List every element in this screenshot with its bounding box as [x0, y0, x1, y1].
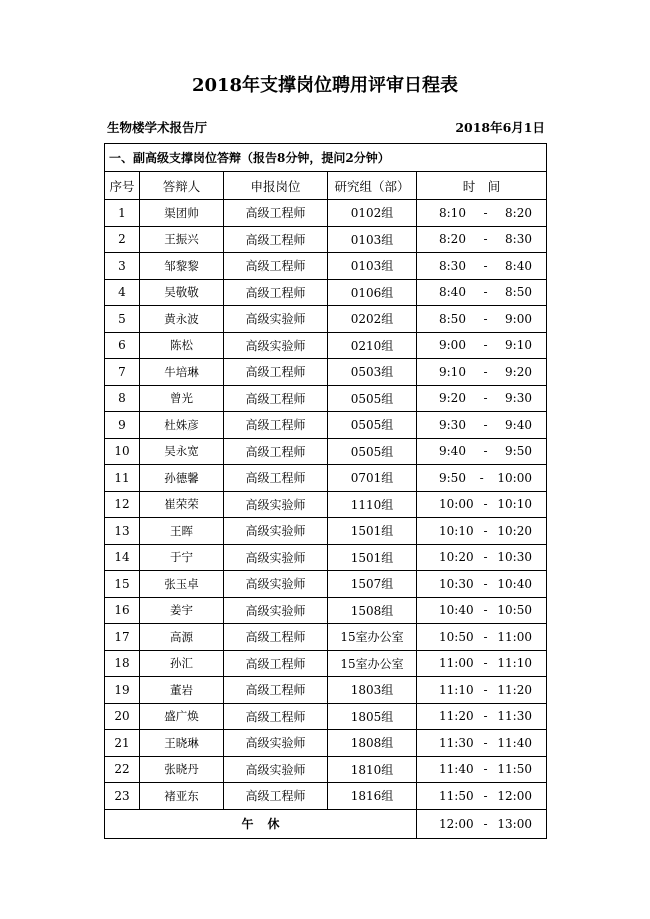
row-name: 孙汇: [140, 650, 224, 677]
row-post: 高级实验师: [224, 571, 328, 598]
row-time: [417, 597, 547, 624]
row-post: 高级实验师: [224, 597, 328, 624]
row-time: [417, 756, 547, 783]
time-dash: -: [483, 682, 488, 697]
table-row: [105, 279, 547, 306]
row-group: 0103组: [328, 226, 417, 253]
col-header-group: 研究组（部）: [328, 172, 417, 200]
lunch-time: [417, 809, 547, 838]
row-time: [417, 279, 547, 306]
row-time: [417, 677, 547, 704]
table-row: [105, 332, 547, 359]
row-name: 高源: [140, 624, 224, 651]
time-dash: -: [483, 629, 488, 644]
row-time: [417, 465, 547, 492]
time-dash: -: [483, 523, 488, 538]
row-post: 高级实验师: [224, 756, 328, 783]
time-start: 9:40: [439, 444, 466, 459]
row-post: 高级实验师: [224, 332, 328, 359]
row-time: [417, 253, 547, 280]
time-end: 8:40: [505, 258, 532, 273]
table-row: [105, 518, 547, 545]
row-group: 15室办公室: [328, 650, 417, 677]
time-dash: -: [483, 735, 488, 750]
time-end: 9:20: [505, 364, 532, 379]
row-post: 高级工程师: [224, 200, 328, 227]
row-name: 姜宇: [140, 597, 224, 624]
row-group: 0505组: [328, 438, 417, 465]
row-no: 4: [105, 279, 140, 306]
row-post: 高级工程师: [224, 465, 328, 492]
time-end: 10:40: [497, 576, 532, 591]
time-end: 10:00: [497, 470, 532, 485]
table-row: [105, 412, 547, 439]
row-group: 1803组: [328, 677, 417, 704]
lunch-label: 午休: [105, 809, 417, 838]
row-no: 21: [105, 730, 140, 757]
row-no: 9: [105, 412, 140, 439]
table-row: [105, 226, 547, 253]
row-group: 1508组: [328, 597, 417, 624]
row-no: 12: [105, 491, 140, 518]
time-start: 8:40: [439, 285, 466, 300]
row-group: 1810组: [328, 756, 417, 783]
time-end: 10:10: [497, 497, 532, 512]
time-end: 10:20: [497, 523, 532, 538]
row-time: [417, 385, 547, 412]
table-row: [105, 253, 547, 280]
row-group: 1805组: [328, 703, 417, 730]
time-start: 9:00: [439, 338, 466, 353]
row-post: 高级工程师: [224, 703, 328, 730]
row-no: 5: [105, 306, 140, 333]
row-post: 高级工程师: [224, 279, 328, 306]
time-start: 10:20: [439, 550, 474, 565]
time-dash: -: [483, 258, 488, 273]
row-group: 1501组: [328, 518, 417, 545]
row-time: [417, 624, 547, 651]
row-name: 王晓琳: [140, 730, 224, 757]
col-header-name: 答辩人: [140, 172, 224, 200]
time-end: 8:50: [505, 285, 532, 300]
time-start: 11:20: [439, 709, 474, 724]
time-start: 10:00: [439, 497, 474, 512]
row-no: 19: [105, 677, 140, 704]
row-name: 邹黎黎: [140, 253, 224, 280]
row-group: 15室办公室: [328, 624, 417, 651]
table-row: [105, 306, 547, 333]
time-start: 8:50: [439, 311, 466, 326]
date-label: 2018年6月1日: [455, 120, 545, 135]
row-name: 黄永波: [140, 306, 224, 333]
table-row: [105, 544, 547, 571]
table-row: [105, 385, 547, 412]
time-dash: -: [483, 762, 488, 777]
row-name: 张晓丹: [140, 756, 224, 783]
row-no: 20: [105, 703, 140, 730]
row-post: 高级实验师: [224, 730, 328, 757]
time-end: 9:00: [505, 311, 532, 326]
table-row: [105, 624, 547, 651]
table-row: [105, 597, 547, 624]
row-group: 0503组: [328, 359, 417, 386]
row-no: 1: [105, 200, 140, 227]
row-post: 高级实验师: [224, 306, 328, 333]
row-group: 0103组: [328, 253, 417, 280]
row-group: 0210组: [328, 332, 417, 359]
time-dash: -: [483, 285, 488, 300]
row-no: 11: [105, 465, 140, 492]
row-time: [417, 518, 547, 545]
time-start: 9:50: [439, 470, 466, 485]
col-header-time: 时 间: [417, 172, 547, 200]
table-row: [105, 677, 547, 704]
row-no: 17: [105, 624, 140, 651]
time-dash: -: [483, 550, 488, 565]
table-row: [105, 200, 547, 227]
row-name: 盛广焕: [140, 703, 224, 730]
row-time: [417, 783, 547, 810]
time-start: 8:20: [439, 232, 466, 247]
page-title: 2018年支撑岗位聘用评审日程表: [191, 75, 459, 96]
time-end: 11:40: [497, 735, 532, 750]
time-dash: -: [483, 391, 488, 406]
row-post: 高级工程师: [224, 783, 328, 810]
time-start: 11:30: [439, 735, 474, 750]
time-end: 12:00: [497, 788, 532, 803]
lunch-row: [105, 809, 547, 838]
row-name: 陈松: [140, 332, 224, 359]
time-end: 9:10: [505, 338, 532, 353]
table-row: [105, 491, 547, 518]
time-start: 9:10: [439, 364, 466, 379]
time-dash: -: [483, 311, 488, 326]
time-dash: -: [483, 338, 488, 353]
row-group: 0102组: [328, 200, 417, 227]
row-name: 王振兴: [140, 226, 224, 253]
row-post: 高级工程师: [224, 359, 328, 386]
time-dash: -: [479, 470, 484, 485]
row-post: 高级工程师: [224, 438, 328, 465]
table-row: [105, 438, 547, 465]
time-start: 10:50: [439, 629, 474, 644]
table-row: [105, 650, 547, 677]
time-dash: -: [483, 576, 488, 591]
time-dash: -: [483, 788, 488, 803]
row-no: 3: [105, 253, 140, 280]
time-end: 9:40: [505, 417, 532, 432]
time-dash: -: [483, 364, 488, 379]
time-start: 11:50: [439, 788, 474, 803]
row-no: 13: [105, 518, 140, 545]
time-start: 8:10: [439, 205, 466, 220]
time-dash: -: [483, 417, 488, 432]
venue-label: 生物楼学术报告厅: [107, 120, 208, 135]
row-post: 高级实验师: [224, 544, 328, 571]
row-post: 高级工程师: [224, 650, 328, 677]
row-time: [417, 571, 547, 598]
row-name: 张玉卓: [140, 571, 224, 598]
time-end: 13:00: [497, 816, 532, 831]
time-start: 10:40: [439, 603, 474, 618]
row-group: 0505组: [328, 385, 417, 412]
row-group: 1110组: [328, 491, 417, 518]
time-start: 11:00: [439, 656, 474, 671]
row-group: 1501组: [328, 544, 417, 571]
table-row: [105, 465, 547, 492]
time-end: 11:00: [497, 629, 532, 644]
time-dash: -: [483, 816, 488, 831]
row-time: [417, 650, 547, 677]
row-group: 0701组: [328, 465, 417, 492]
table-header-row: [105, 172, 547, 200]
row-group: 0106组: [328, 279, 417, 306]
time-dash: -: [483, 444, 488, 459]
time-end: 11:50: [497, 762, 532, 777]
time-start: 9:20: [439, 391, 466, 406]
row-no: 7: [105, 359, 140, 386]
table-row: [105, 703, 547, 730]
time-end: 8:20: [505, 205, 532, 220]
time-start: 12:00: [439, 816, 474, 831]
row-time: [417, 359, 547, 386]
time-end: 10:30: [497, 550, 532, 565]
time-end: 9:50: [505, 444, 532, 459]
time-dash: -: [483, 497, 488, 512]
time-dash: -: [483, 205, 488, 220]
row-no: 15: [105, 571, 140, 598]
schedule-table: [104, 143, 547, 839]
row-name: 孙德馨: [140, 465, 224, 492]
row-post: 高级工程师: [224, 677, 328, 704]
row-name: 曾光: [140, 385, 224, 412]
row-name: 吴永宽: [140, 438, 224, 465]
row-no: 6: [105, 332, 140, 359]
row-name: 牛培琳: [140, 359, 224, 386]
time-end: 10:50: [497, 603, 532, 618]
row-name: 王晖: [140, 518, 224, 545]
row-post: 高级工程师: [224, 624, 328, 651]
row-no: 14: [105, 544, 140, 571]
table-row: [105, 359, 547, 386]
time-dash: -: [483, 232, 488, 247]
row-time: [417, 438, 547, 465]
time-dash: -: [483, 603, 488, 618]
row-post: 高级实验师: [224, 491, 328, 518]
time-start: 11:40: [439, 762, 474, 777]
row-time: [417, 200, 547, 227]
row-time: [417, 544, 547, 571]
time-start: 10:10: [439, 523, 474, 538]
row-name: 于宁: [140, 544, 224, 571]
col-header-post: 申报岗位: [224, 172, 328, 200]
time-start: 11:10: [439, 682, 474, 697]
row-time: [417, 491, 547, 518]
row-group: 1816组: [328, 783, 417, 810]
time-dash: -: [483, 656, 488, 671]
row-time: [417, 703, 547, 730]
row-name: 褚亚东: [140, 783, 224, 810]
row-name: 杜姝彦: [140, 412, 224, 439]
time-start: 9:30: [439, 417, 466, 432]
row-group: 0202组: [328, 306, 417, 333]
row-post: 高级工程师: [224, 385, 328, 412]
time-dash: -: [483, 709, 488, 724]
time-start: 8:30: [439, 258, 466, 273]
row-post: 高级工程师: [224, 412, 328, 439]
row-no: 16: [105, 597, 140, 624]
col-header-no: 序号: [105, 172, 140, 200]
time-end: 11:20: [497, 682, 532, 697]
row-no: 10: [105, 438, 140, 465]
row-time: [417, 332, 547, 359]
row-name: 董岩: [140, 677, 224, 704]
row-name: 吴敬敬: [140, 279, 224, 306]
row-no: 23: [105, 783, 140, 810]
row-name: 崔荣荣: [140, 491, 224, 518]
table-row: [105, 571, 547, 598]
row-time: [417, 226, 547, 253]
row-no: 18: [105, 650, 140, 677]
row-group: 1507组: [328, 571, 417, 598]
row-no: 8: [105, 385, 140, 412]
time-end: 9:30: [505, 391, 532, 406]
row-time: [417, 306, 547, 333]
table-row: [105, 730, 547, 757]
time-end: 11:30: [497, 709, 532, 724]
row-time: [417, 412, 547, 439]
row-post: 高级实验师: [224, 518, 328, 545]
row-no: 2: [105, 226, 140, 253]
row-group: 0505组: [328, 412, 417, 439]
table-row: [105, 783, 547, 810]
row-post: 高级工程师: [224, 226, 328, 253]
time-end: 8:30: [505, 232, 532, 247]
table-row: [105, 756, 547, 783]
row-post: 高级工程师: [224, 253, 328, 280]
section-title: 一、副高级支撑岗位答辩（报告8分钟，提问2分钟）: [105, 144, 547, 172]
row-time: [417, 730, 547, 757]
row-no: 22: [105, 756, 140, 783]
time-end: 11:10: [497, 656, 532, 671]
time-start: 10:30: [439, 576, 474, 591]
row-group: 1808组: [328, 730, 417, 757]
row-name: 渠团帅: [140, 200, 224, 227]
